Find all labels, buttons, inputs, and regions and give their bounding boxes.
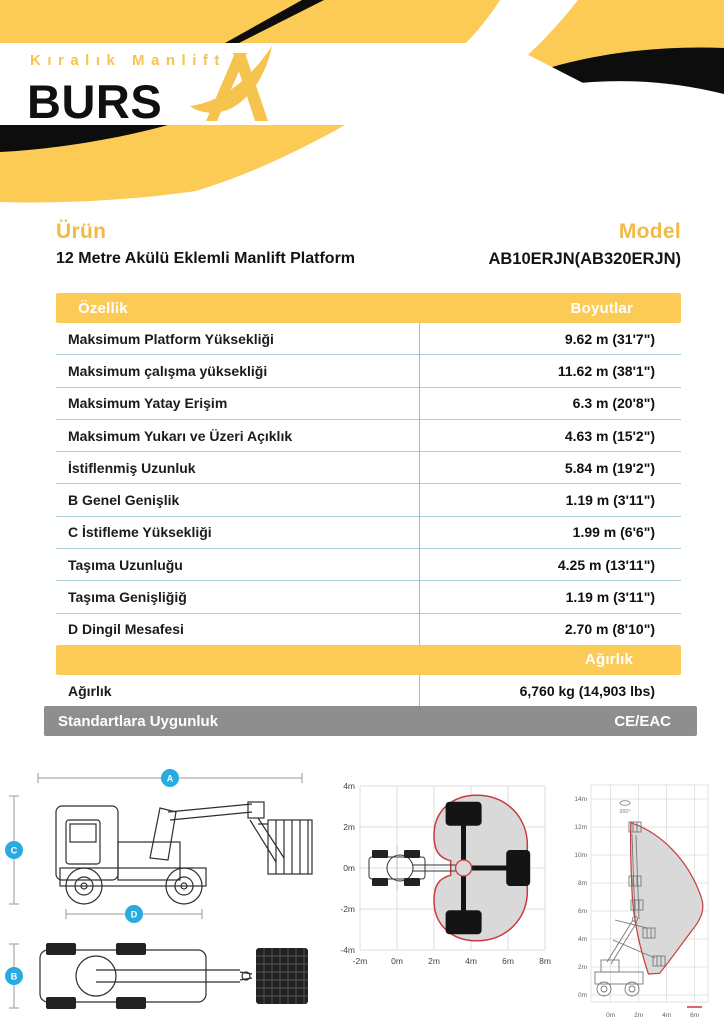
plan-chart-x-axis xyxy=(353,956,551,966)
product-heading: Ürün xyxy=(56,220,107,243)
svg-text:14m: 14m xyxy=(574,796,587,803)
svg-text:4m: 4m xyxy=(465,956,477,966)
table-row xyxy=(56,549,681,581)
spec-label: İstiflenmiş Uzunluk xyxy=(68,459,196,476)
spec-value: 11.62 m (38'1") xyxy=(557,362,655,379)
spec-value: 2.70 m (8'10") xyxy=(564,621,655,638)
spec-value: 1.19 m (3'11") xyxy=(565,589,655,606)
svg-text:0m: 0m xyxy=(391,956,403,966)
platform-bottom-icon xyxy=(446,910,482,934)
weight-header-band xyxy=(56,645,681,675)
svg-text:6m: 6m xyxy=(577,908,587,915)
standards-label: Standartlara Uygunluk xyxy=(58,712,219,730)
spec-label: Maksimum Yukarı ve Üzeri Açıklık xyxy=(68,427,293,444)
svg-text:2m: 2m xyxy=(577,964,587,971)
table-row xyxy=(56,614,681,645)
spec-value: 5.84 m (19'2") xyxy=(564,459,655,476)
rotation-annotation: 360° xyxy=(619,809,631,815)
product-section xyxy=(56,220,681,269)
table-row xyxy=(56,517,681,549)
model-heading: Model xyxy=(618,220,681,243)
standards-value: CE/EAC xyxy=(614,712,671,730)
diagram-section xyxy=(0,762,724,1024)
table-row xyxy=(56,675,681,706)
brand-wordmark: BURS xyxy=(27,75,163,128)
column-header-dimensions: Boyutlar xyxy=(570,299,633,317)
brand-tagline: Kıralık Manlift xyxy=(30,52,226,69)
plan-envelope-chart xyxy=(330,776,555,1008)
spec-label: Ağırlık xyxy=(68,682,112,699)
product-name: 12 Metre Akülü Eklemli Manlift Platform xyxy=(56,250,356,267)
side-envelope-chart xyxy=(555,770,724,1024)
svg-text:2m: 2m xyxy=(634,1012,644,1019)
table-row xyxy=(56,388,681,420)
side-chart-x-axis xyxy=(606,1012,699,1019)
header-banner xyxy=(0,0,724,206)
marker-b-label: B xyxy=(10,971,18,982)
model-value: AB10ERJN(AB320ERJN) xyxy=(488,250,681,268)
platform-top-icon xyxy=(446,802,482,826)
svg-text:2m: 2m xyxy=(428,956,440,966)
spec-rows xyxy=(56,323,681,645)
svg-text:0m: 0m xyxy=(577,992,587,999)
svg-text:4m: 4m xyxy=(343,781,355,791)
spec-value: 6.3 m (20'8") xyxy=(572,395,655,412)
table-row xyxy=(56,420,681,452)
svg-text:6m: 6m xyxy=(690,1012,700,1019)
platform-right-icon xyxy=(506,850,530,886)
machine-dimension-diagram xyxy=(0,762,330,1020)
marker-a-label: A xyxy=(166,773,174,784)
side-chart-y-axis xyxy=(574,796,587,999)
svg-text:2m: 2m xyxy=(343,822,355,832)
working-envelope-side-shape xyxy=(631,823,703,974)
spec-table xyxy=(56,293,681,706)
marker-d-label: D xyxy=(130,909,138,920)
table-row xyxy=(56,581,681,613)
plan-chart-y-axis xyxy=(340,781,355,955)
spec-label: B Genel Genişlik xyxy=(68,492,180,509)
basket-outline xyxy=(268,820,312,874)
weight-band-label: Ağırlık xyxy=(584,651,633,669)
spec-label: C İstifleme Yüksekliği xyxy=(68,524,212,541)
svg-text:4m: 4m xyxy=(577,936,587,943)
svg-text:0m: 0m xyxy=(606,1012,616,1019)
spec-label: Taşıma Genişliğiğ xyxy=(68,589,187,606)
svg-text:6m: 6m xyxy=(502,956,514,966)
svg-text:-2m: -2m xyxy=(352,956,368,966)
spec-label: Maksimum Platform Yüksekliği xyxy=(68,330,274,347)
table-row xyxy=(56,323,681,355)
svg-text:-4m: -4m xyxy=(340,945,355,955)
cabin-outline xyxy=(56,806,118,880)
rotation-icon xyxy=(620,801,630,806)
spec-label: D Dingil Mesafesi xyxy=(68,621,184,638)
spec-value: 6,760 kg (14,903 lbs) xyxy=(519,682,655,699)
svg-text:12m: 12m xyxy=(574,824,587,831)
svg-text:8m: 8m xyxy=(577,880,587,887)
spec-label: Maksimum çalışma yüksekliği xyxy=(68,362,268,379)
spec-label: Maksimum Yatay Erişim xyxy=(68,395,228,412)
table-row xyxy=(56,484,681,516)
marker-c-label: C xyxy=(10,845,18,856)
svg-text:10m: 10m xyxy=(574,852,587,859)
spec-value: 4.25 m (13'11") xyxy=(557,556,655,573)
table-row xyxy=(56,452,681,484)
spec-label: Taşıma Uzunluğu xyxy=(68,556,183,573)
turret-pivot-icon xyxy=(456,860,472,876)
column-header-feature: Özellik xyxy=(78,299,128,317)
weight-row-container xyxy=(56,675,681,706)
svg-text:4m: 4m xyxy=(662,1012,672,1019)
spec-value: 4.63 m (15'2") xyxy=(564,427,655,444)
column-divider xyxy=(419,675,420,706)
header-artwork xyxy=(0,0,724,206)
spec-value: 1.19 m (3'11") xyxy=(565,492,655,509)
svg-text:-2m: -2m xyxy=(340,904,355,914)
column-divider xyxy=(419,323,420,645)
table-row xyxy=(56,355,681,387)
table-header-band xyxy=(56,293,681,323)
svg-text:8m: 8m xyxy=(539,956,551,966)
spec-value: 9.62 m (31'7") xyxy=(564,330,655,347)
svg-text:0m: 0m xyxy=(343,863,355,873)
spec-value: 1.99 m (6'6") xyxy=(572,524,655,541)
standards-bar xyxy=(44,706,697,736)
